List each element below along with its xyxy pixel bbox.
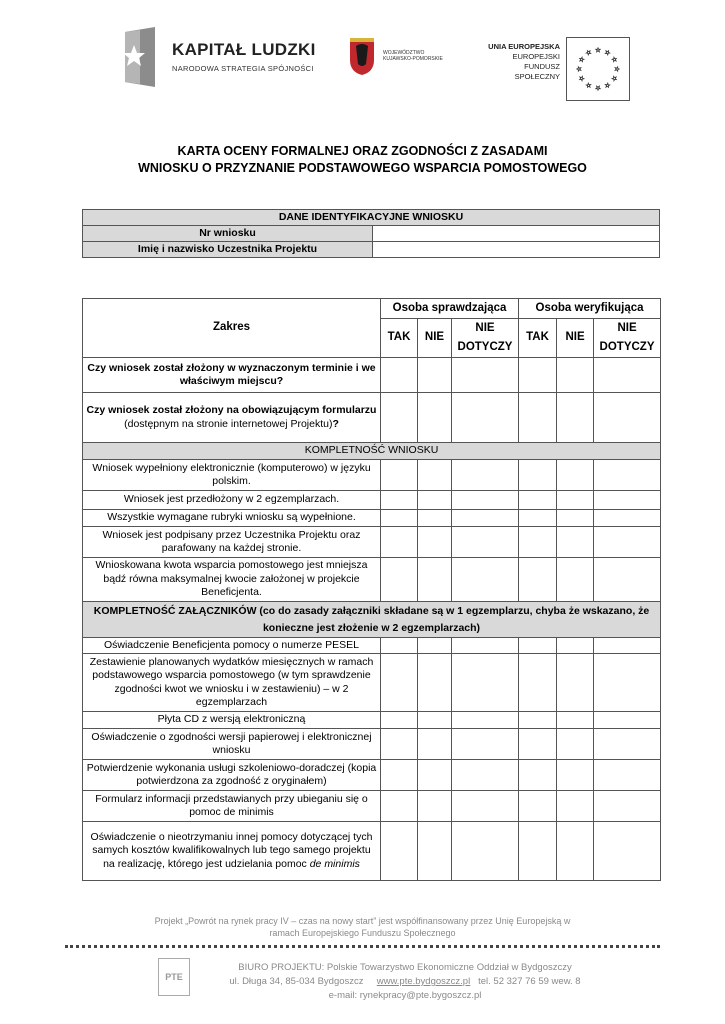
identification-table <box>82 209 660 258</box>
check-cell[interactable] <box>594 638 661 654</box>
col-tak: TAK <box>519 319 557 358</box>
check-cell[interactable] <box>519 638 557 654</box>
check-cell[interactable] <box>519 729 557 760</box>
check-cell[interactable] <box>452 393 519 443</box>
check-cell[interactable] <box>594 822 661 881</box>
check-cell[interactable] <box>452 791 519 822</box>
project-footer: Projekt „Powrót na rynek pracy IV – czas na nowy start” jest współfinansowany przez Unię Europejską w ramach Europejskiego Funduszu Społecznego <box>154 916 571 938</box>
check-cell[interactable] <box>452 558 519 602</box>
table-row <box>83 393 661 443</box>
evaluation-table <box>82 298 661 881</box>
check-cell[interactable] <box>519 791 557 822</box>
col-osoba-sprawdzajaca: Osoba sprawdzająca <box>381 299 519 319</box>
check-cell[interactable] <box>557 510 594 527</box>
table-row <box>83 638 661 654</box>
col-zakres: Zakres <box>83 299 381 358</box>
table-row <box>83 491 661 510</box>
check-cell[interactable] <box>557 393 594 443</box>
check-cell[interactable] <box>381 654 418 712</box>
check-cell[interactable] <box>418 460 452 491</box>
check-cell[interactable] <box>452 712 519 729</box>
check-cell[interactable] <box>381 712 418 729</box>
check-cell[interactable] <box>452 358 519 393</box>
check-cell[interactable] <box>418 760 452 791</box>
check-cell[interactable] <box>594 358 661 393</box>
check-cell[interactable] <box>418 558 452 602</box>
col-nie-dotyczy: NIE DOTYCZY <box>452 319 519 358</box>
check-cell[interactable] <box>594 791 661 822</box>
check-cell[interactable] <box>519 822 557 881</box>
document-title: KARTA OCENY FORMALNEJ ORAZ ZGODNOŚCI Z ZASADAMI WNIOSKU O PRZYZNANIE PODSTAWOWEGO WSPARCIA POMOSTOWEGO <box>138 144 587 175</box>
section-kompletnosc-zalacznikow: KOMPLETNOŚĆ ZAŁĄCZNIKÓW (co do zasady załączniki składane są w 1 egzemplarzu, chyba że wskazano, że konieczne jest złożenie w 2 egzemplarzach) <box>83 602 661 638</box>
table-row <box>83 527 661 558</box>
check-cell[interactable] <box>557 654 594 712</box>
region-crest-icon <box>348 36 376 76</box>
check-cell[interactable] <box>418 527 452 558</box>
check-cell[interactable] <box>519 510 557 527</box>
check-cell[interactable] <box>381 760 418 791</box>
check-cell[interactable] <box>519 527 557 558</box>
check-cell[interactable] <box>557 358 594 393</box>
check-cell[interactable] <box>594 393 661 443</box>
check-cell[interactable] <box>452 638 519 654</box>
check-cell[interactable] <box>418 393 452 443</box>
check-cell[interactable] <box>381 393 418 443</box>
check-cell[interactable] <box>452 527 519 558</box>
check-cell[interactable] <box>418 638 452 654</box>
section-kompletnosc-wniosku: KOMPLETNOŚĆ WNIOSKU <box>83 443 661 460</box>
check-cell[interactable] <box>418 358 452 393</box>
check-cell[interactable] <box>381 460 418 491</box>
list-item: Wniosek wypełniony elektronicznie (komputerowo) w języku polskim. <box>83 460 381 491</box>
ident-header: DANE IDENTYFIKACYJNE WNIOSKU <box>83 210 660 226</box>
check-cell[interactable] <box>519 712 557 729</box>
table-row <box>83 760 661 791</box>
table-row <box>83 791 661 822</box>
table-row <box>83 460 661 491</box>
question-1: Czy wniosek został złożony w wyznaczonym terminie i we właściwym miejscu? <box>83 358 381 393</box>
check-cell[interactable] <box>594 712 661 729</box>
check-cell[interactable] <box>557 527 594 558</box>
ident-label-nr: Nr wniosku <box>83 226 373 242</box>
list-item: Oświadczenie o nieotrzymaniu innej pomocy dotyczącej tych samych kosztów kwalifikowalnych lub tego samego projektu na realizację, którego jest udzielania pomoc de minimis <box>83 822 381 881</box>
kl-title: KAPITAŁ LUDZKI <box>172 40 316 59</box>
check-cell[interactable] <box>418 654 452 712</box>
check-cell[interactable] <box>381 558 418 602</box>
check-cell[interactable] <box>557 638 594 654</box>
check-cell[interactable] <box>381 822 418 881</box>
list-item: Formularz informacji przedstawianych przy ubieganiu się o pomoc de minimis <box>83 791 381 822</box>
check-cell[interactable] <box>557 712 594 729</box>
check-cell[interactable] <box>557 822 594 881</box>
check-cell[interactable] <box>381 527 418 558</box>
eu-flag-icon <box>566 37 630 101</box>
check-cell[interactable] <box>452 510 519 527</box>
check-cell[interactable] <box>418 712 452 729</box>
kl-subtitle: NARODOWA STRATEGIA SPÓJNOŚCI <box>172 64 314 73</box>
list-item: Wniosek jest przedłożony w 2 egzemplarzach. <box>83 491 381 510</box>
check-cell[interactable] <box>381 791 418 822</box>
list-item: Potwierdzenie wykonania usługi szkoleniowo-doradczej (kopia potwierdzona za zgodność z oryginałem) <box>83 760 381 791</box>
office-footer: BIURO PROJEKTU: Polskie Towarzystwo Ekonomiczne Oddział w Bydgoszczy ul. Długa 34, 85-034 Bydgoszcz www.pte.bydgoszcz.pl tel. 52 327 76 59 wew. 8 e-mail: rynekpracy@pte.bygoszcz.pl <box>200 961 610 1003</box>
check-cell[interactable] <box>594 760 661 791</box>
col-nie: NIE <box>418 319 452 358</box>
region-name: WOJEWÓDZTWO KUJAWSKO-POMORSKIE <box>383 50 443 62</box>
check-cell[interactable] <box>519 760 557 791</box>
check-cell[interactable] <box>418 510 452 527</box>
check-cell[interactable] <box>519 393 557 443</box>
check-cell[interactable] <box>519 460 557 491</box>
check-cell[interactable] <box>519 654 557 712</box>
check-cell[interactable] <box>557 760 594 791</box>
list-item: Wszystkie wymagane rubryki wniosku są wypełnione. <box>83 510 381 527</box>
check-cell[interactable] <box>557 558 594 602</box>
pte-logo: PTE <box>158 958 190 996</box>
question-2: Czy wniosek został złożony na obowiązującym formularzu (dostępnym na stronie internetowej Projektu)? <box>83 393 381 443</box>
col-nie-dotyczy: NIE DOTYCZY <box>594 319 661 358</box>
check-cell[interactable] <box>452 729 519 760</box>
website-link[interactable]: www.pte.bydgoszcz.pl <box>376 976 471 987</box>
check-cell[interactable] <box>594 527 661 558</box>
list-item: Wniosek jest podpisany przez Uczestnika Projektu oraz parafowany na każdej stronie. <box>83 527 381 558</box>
check-cell[interactable] <box>594 460 661 491</box>
table-row <box>83 822 661 881</box>
check-cell[interactable] <box>594 510 661 527</box>
table-row <box>83 358 661 393</box>
check-cell[interactable] <box>594 654 661 712</box>
check-cell[interactable] <box>452 822 519 881</box>
check-cell[interactable] <box>452 460 519 491</box>
check-cell[interactable] <box>381 510 418 527</box>
check-cell[interactable] <box>381 358 418 393</box>
check-cell[interactable] <box>452 760 519 791</box>
table-row <box>83 729 661 760</box>
col-osoba-weryfikujaca: Osoba weryfikująca <box>519 299 661 319</box>
check-cell[interactable] <box>418 791 452 822</box>
table-row <box>83 558 661 602</box>
check-cell[interactable] <box>452 491 519 510</box>
ident-value-nr[interactable] <box>373 226 660 242</box>
check-cell[interactable] <box>452 654 519 712</box>
check-cell[interactable] <box>594 729 661 760</box>
header-logos <box>0 22 725 92</box>
table-row <box>83 712 661 729</box>
check-cell[interactable] <box>418 729 452 760</box>
check-cell[interactable] <box>557 460 594 491</box>
email-link[interactable]: e-mail: rynekpracy@pte.bygoszcz.pl <box>328 990 482 1001</box>
table-row <box>83 510 661 527</box>
check-cell[interactable] <box>381 729 418 760</box>
list-item: Zestawienie planowanych wydatków miesięcznych w ramach podstawowego wsparcia pomostowego (w tym sprawdzenie zgodności kwot we wniosku i w zestawieniu) – w 2 egzemplarzach <box>83 654 381 712</box>
check-cell[interactable] <box>557 729 594 760</box>
check-cell[interactable] <box>557 791 594 822</box>
kapital-ludzki-logo <box>120 27 160 87</box>
check-cell[interactable] <box>418 822 452 881</box>
check-cell[interactable] <box>519 491 557 510</box>
col-nie: NIE <box>557 319 594 358</box>
table-row <box>83 654 661 712</box>
col-tak: TAK <box>381 319 418 358</box>
check-cell[interactable] <box>519 558 557 602</box>
ident-label-name: Imię i nazwisko Uczestnika Projektu <box>83 242 373 258</box>
list-item: Oświadczenie Beneficjenta pomocy o numerze PESEL <box>83 638 381 654</box>
footer-divider <box>65 945 660 948</box>
check-cell[interactable] <box>381 638 418 654</box>
list-item: Płyta CD z wersją elektroniczną <box>83 712 381 729</box>
check-cell[interactable] <box>381 491 418 510</box>
eu-text: UNIA EUROPEJSKA EUROPEJSKI FUNDUSZ SPOŁECZNY <box>488 42 560 81</box>
list-item: Oświadczenie o zgodności wersji papierowej i elektronicznej wniosku <box>83 729 381 760</box>
check-cell[interactable] <box>594 491 661 510</box>
check-cell[interactable] <box>594 558 661 602</box>
list-item: Wnioskowana kwota wsparcia pomostowego jest mniejsza bądź równa maksymalnej kwocie założonej w projekcie Beneficjenta. <box>83 558 381 602</box>
check-cell[interactable] <box>519 358 557 393</box>
check-cell[interactable] <box>557 491 594 510</box>
ident-value-name[interactable] <box>373 242 660 258</box>
check-cell[interactable] <box>418 491 452 510</box>
